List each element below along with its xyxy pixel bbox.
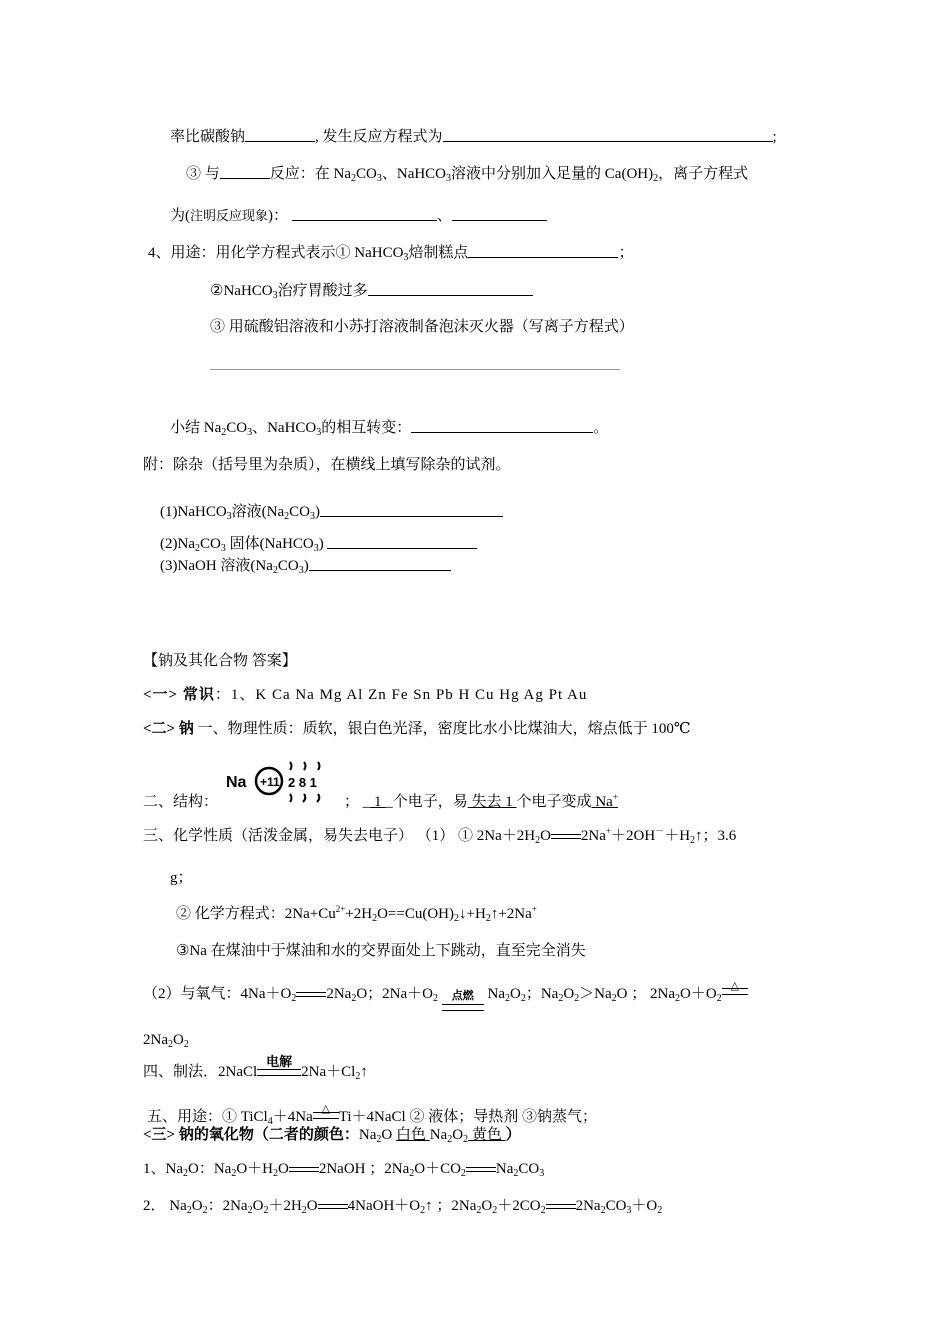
text: ；Na xyxy=(525,986,559,1002)
text: Na xyxy=(483,986,505,1002)
text: ； xyxy=(344,794,360,810)
text: 率比碳酸钠 xyxy=(170,129,246,145)
text: 2． Na xyxy=(143,1198,187,1214)
nucleus-charge: +11 xyxy=(260,775,280,789)
subscript: 2 xyxy=(653,173,659,184)
q4-line-2 xyxy=(210,280,533,301)
text: ＋2OH xyxy=(611,828,656,844)
subscript: 2 xyxy=(657,1205,663,1216)
text: CO xyxy=(289,504,310,520)
subscript: 2 xyxy=(558,993,564,1004)
subscript: 3 xyxy=(298,565,304,576)
subscript: 2 xyxy=(675,993,680,1004)
answer-blank[interactable] xyxy=(368,280,533,296)
summary-line xyxy=(170,417,608,438)
text: 注明反应现象 xyxy=(190,208,269,223)
subscript: 2 xyxy=(460,1168,466,1179)
condition-label: 点燃 xyxy=(451,990,474,1002)
text: 4NaOH＋O xyxy=(347,1198,421,1214)
subscript: 2 xyxy=(504,993,510,1004)
text: ③ 与 xyxy=(186,166,220,182)
text: ＋O xyxy=(631,1198,658,1214)
text: +2H xyxy=(345,906,373,922)
equals-bars xyxy=(257,1069,301,1076)
na2o2-line xyxy=(143,1196,662,1216)
text: <三> 钠的氧化物（二者的颜色： xyxy=(143,1127,359,1143)
impurity-3 xyxy=(160,555,451,576)
kero-line xyxy=(176,941,586,961)
answer-text: 黄色 xyxy=(468,1127,506,1143)
text: 、 xyxy=(436,208,452,224)
subscript: 2 xyxy=(351,173,357,184)
text: CO xyxy=(605,1198,627,1214)
text: O xyxy=(173,1032,184,1048)
answer-s3 xyxy=(143,1125,521,1145)
superscript: + xyxy=(531,904,537,914)
subscript: 2 xyxy=(454,913,460,924)
text: O xyxy=(540,828,551,844)
text: 、NaHCO xyxy=(252,420,317,436)
text: ) xyxy=(315,504,320,520)
superscript: + xyxy=(605,826,611,836)
na2o-line xyxy=(143,1159,544,1179)
text: )： xyxy=(268,208,289,224)
subscript: 3 xyxy=(310,511,315,522)
text: ↓+H xyxy=(459,906,486,922)
subscript: 2 xyxy=(376,1134,382,1145)
answer-blank[interactable] xyxy=(309,555,451,571)
text: CO xyxy=(277,558,299,574)
text: 一、物理性质：质软，银白色光泽，密度比水小比煤油大，熔点低于 100℃ xyxy=(193,721,691,737)
text: CO xyxy=(226,420,248,436)
answer-text: 1 xyxy=(370,794,386,810)
subscript: 2 xyxy=(186,1205,192,1216)
text: O xyxy=(452,1127,464,1143)
subscript: 2 xyxy=(372,913,378,924)
subscript: 2 xyxy=(492,1205,498,1216)
text: O xyxy=(381,1127,396,1143)
subscript: 2 xyxy=(476,1205,482,1216)
text: 2Na xyxy=(580,828,606,844)
answer-s1 xyxy=(143,685,587,705)
subscript: 2 xyxy=(611,993,617,1004)
answer-blank[interactable] xyxy=(468,242,618,258)
text: Na xyxy=(495,1161,514,1177)
answer-blank[interactable] xyxy=(327,533,477,549)
impurity-2 xyxy=(160,533,477,554)
text: O xyxy=(278,1161,289,1177)
subscript: 2 xyxy=(540,1205,546,1216)
text: ② 化学方程式：2Na+Cu xyxy=(176,906,336,922)
text: ②NaHCO xyxy=(210,283,273,299)
text: 、NaHCO xyxy=(381,166,447,182)
equals-sign xyxy=(318,1201,348,1213)
text: ； xyxy=(618,245,634,261)
text: Na xyxy=(591,794,613,810)
q4-line-1 xyxy=(148,242,633,263)
atom-symbol: Na xyxy=(226,774,247,791)
answer-s2 xyxy=(143,719,691,739)
text: 个电子，易 xyxy=(392,794,468,810)
text: 固体(NaHCO xyxy=(225,536,314,552)
text: ; xyxy=(772,129,777,145)
text: O xyxy=(306,1198,318,1214)
text: 二、结构： xyxy=(143,794,219,810)
text: g； xyxy=(170,870,193,886)
text: ③ 用硫酸铝溶液和小苏打溶液制备泡沫灭火器（写离子方程式） xyxy=(210,319,634,335)
heat-symbol: △ xyxy=(730,980,739,992)
subscript: 2 xyxy=(447,1134,453,1145)
text: ：2Na xyxy=(207,1198,248,1214)
equals-sign xyxy=(466,1164,496,1176)
subscript: 2 xyxy=(221,427,227,438)
oxygen-line xyxy=(143,982,748,1004)
text: ↑；3.6 xyxy=(695,828,737,844)
text: ＋2CO xyxy=(497,1198,541,1214)
impurity-1 xyxy=(160,501,503,522)
answer-blank[interactable] xyxy=(411,417,593,433)
subscript: 3 xyxy=(272,290,278,301)
text: , 发生反应方程式为 xyxy=(315,129,443,145)
equals-sign xyxy=(546,1201,576,1213)
superscript: 2+ xyxy=(335,904,346,914)
text: ＋2H xyxy=(268,1198,302,1214)
answer-text: 失去 1 xyxy=(467,794,517,810)
equals-sign xyxy=(551,831,581,843)
answer-blank[interactable] xyxy=(443,126,773,142)
subscript: 3 xyxy=(220,543,226,554)
text: ：1、K Ca Na Mg Al Zn Fe Sn Pb H Cu Hg Ag Pt Au xyxy=(214,687,588,703)
text: O xyxy=(252,1198,264,1214)
subscript: 2 xyxy=(409,1168,415,1179)
subscript: 3 xyxy=(313,543,319,554)
text: 2Na＋Cl xyxy=(301,1064,356,1080)
equals-bars xyxy=(722,988,748,995)
text: 2Na xyxy=(143,1032,168,1048)
equals-sign xyxy=(289,1164,319,1176)
subscript: 2 xyxy=(284,511,290,522)
text: 个电子变成 xyxy=(516,794,592,810)
heat-symbol: △ xyxy=(321,1103,330,1115)
subscript: 2 xyxy=(301,1205,307,1216)
subscript: 2 xyxy=(535,835,541,846)
subscript: 3 xyxy=(376,173,382,184)
text: CO xyxy=(356,166,377,182)
text: ＋4Na xyxy=(272,1109,313,1125)
text: 2Na xyxy=(326,986,352,1002)
text: ） xyxy=(505,1127,521,1143)
subscript: 2 xyxy=(351,993,357,1004)
text: 【钠及其化合物 答案】 xyxy=(143,653,297,669)
text: ) xyxy=(303,558,309,574)
text: (2)Na xyxy=(160,536,195,552)
text: (3)NaOH 溶液(Na xyxy=(160,558,273,574)
text: O；2Na＋O xyxy=(356,986,433,1002)
q3-line-3 xyxy=(170,205,547,226)
text: Na xyxy=(358,1127,377,1143)
subscript: 3 xyxy=(403,252,409,263)
subscript: 2 xyxy=(432,993,438,1004)
use-line xyxy=(147,1105,597,1127)
superscript: + xyxy=(612,792,618,802)
text: O ； 2Na xyxy=(616,986,675,1002)
text: 四、制法．2NaCl xyxy=(143,1064,258,1080)
text: O xyxy=(191,1198,203,1214)
subscript: 3 xyxy=(446,173,452,184)
text: 溶液(Na xyxy=(231,504,285,520)
answer-blank[interactable] xyxy=(452,205,547,221)
subscript: 2 xyxy=(272,565,278,576)
subscript: 2 xyxy=(463,1134,469,1145)
struct-line xyxy=(143,792,218,812)
text: 焙制糕点 xyxy=(408,245,469,261)
text: Ti＋4NaCl ② 液体；导热剂 ③钠蒸气； xyxy=(338,1109,597,1125)
text: ↑ xyxy=(360,1064,368,1080)
text: ＞Na xyxy=(579,986,612,1002)
oxygen-line-cont xyxy=(143,1030,189,1050)
subscript: 3 xyxy=(247,427,253,438)
answer-blank[interactable] xyxy=(292,205,437,221)
text: O xyxy=(481,1198,493,1214)
text: (1)NaHCO xyxy=(160,504,227,520)
subscript: 2 xyxy=(263,1205,269,1216)
text: CO xyxy=(199,536,221,552)
text: <二> 钠 xyxy=(143,721,194,737)
shell-arcs-top xyxy=(290,762,320,770)
text: 溶液中分别加入足量的 Ca(OH) xyxy=(451,166,654,182)
answers-title xyxy=(143,651,297,671)
text: 三、化学性质（活泼金属，易失去电子） （1） ① 2Na＋2H xyxy=(143,828,536,844)
equals-bars xyxy=(313,1112,339,1119)
prep-line xyxy=(143,1054,368,1082)
text: ↑ ；2Na xyxy=(425,1198,477,1214)
text: 的相互转变： xyxy=(321,420,412,436)
subscript: 2 xyxy=(485,913,491,924)
superscript: － xyxy=(655,826,665,836)
text: 治疗胃酸过多 xyxy=(277,283,368,299)
subscript: 2 xyxy=(600,1205,606,1216)
answer-blank[interactable] xyxy=(320,501,503,517)
subscript: 2 xyxy=(247,1205,253,1216)
subscript: 2 xyxy=(168,1039,173,1050)
equals-bars xyxy=(442,1004,484,1011)
text: CO xyxy=(518,1161,540,1177)
subscript: 3 xyxy=(226,511,232,522)
chem-line-cont xyxy=(170,868,193,888)
answer-blank[interactable] xyxy=(220,163,270,179)
text: 。 xyxy=(593,420,609,436)
heat-condition xyxy=(313,1105,339,1125)
subscript: 2 xyxy=(716,993,722,1004)
subscript: 2 xyxy=(513,1168,519,1179)
subscript: 2 xyxy=(690,835,696,846)
subscript: 2 xyxy=(231,1168,237,1179)
text: ＋H xyxy=(664,828,691,844)
subscript: 2 xyxy=(273,1168,278,1179)
chem-line xyxy=(143,826,736,846)
text: O xyxy=(563,986,575,1002)
subscript: 3 xyxy=(626,1205,632,1216)
subscript: 2 xyxy=(183,1168,188,1179)
text: O xyxy=(509,986,521,1002)
q4-line-3 xyxy=(210,317,634,337)
answer-line[interactable] xyxy=(210,369,620,370)
subscript: 2 xyxy=(574,993,580,1004)
q3-line-2 xyxy=(186,163,748,184)
attach-line xyxy=(143,455,511,475)
text: ↑+2Na xyxy=(490,906,532,922)
text: O＋CO xyxy=(414,1161,461,1177)
condition-label: 电解 xyxy=(266,1054,293,1069)
subscript: 4 xyxy=(267,1116,273,1127)
electrolysis-condition xyxy=(257,1054,301,1080)
text: 反应：在 Na xyxy=(269,166,352,182)
text: ) xyxy=(318,536,324,552)
answer-text xyxy=(592,794,618,810)
text: ，离子方程式 xyxy=(658,166,749,182)
text: （2）与氧气：4Na＋O xyxy=(143,986,292,1002)
text: 五、用途：① TiCl xyxy=(147,1109,268,1125)
text: O＋O xyxy=(680,986,717,1002)
subscript: 2 xyxy=(355,1071,361,1082)
text: 2NaOH ；2Na xyxy=(318,1161,410,1177)
struct-line-2: ； _ 1 _个电子，易 失去 1 个电子变成 Na+ xyxy=(344,792,618,810)
text: 2Na xyxy=(575,1198,601,1214)
text: O＋H xyxy=(236,1161,273,1177)
text: O：Na xyxy=(188,1161,232,1177)
subscript: 2 xyxy=(202,1205,208,1216)
answer-blank[interactable] xyxy=(245,126,315,142)
text: 1、Na xyxy=(143,1161,183,1177)
text: 小结 Na xyxy=(170,420,222,436)
heat-condition xyxy=(722,982,748,1002)
subscript: 2 xyxy=(183,1039,189,1050)
ignite-condition xyxy=(442,982,484,1002)
subscript: 3 xyxy=(316,427,322,438)
cu-line xyxy=(176,904,537,924)
answer-text: 白色 xyxy=(395,1127,430,1143)
q3-line-1 xyxy=(170,126,777,147)
shell-arcs-bottom xyxy=(290,794,319,802)
text: 附：除杂（括号里为杂质），在横线上填写除杂的试剂。 xyxy=(143,457,511,473)
subscript: 3 xyxy=(539,1168,545,1179)
subscript: 2 xyxy=(291,993,297,1004)
equals-sign xyxy=(296,989,326,1001)
subscript: 2 xyxy=(520,993,526,1004)
subscript: 2 xyxy=(420,1205,426,1216)
subscript: 2 xyxy=(194,543,200,554)
text: <一> 常识 xyxy=(143,687,215,703)
text: 4、用途：用化学方程式表示① NaHCO xyxy=(148,245,404,261)
shell-electrons: 2 8 1 xyxy=(288,775,317,790)
text: Na xyxy=(429,1127,448,1143)
atom-structure-svg xyxy=(224,752,336,810)
atom-structure-diagram xyxy=(224,752,336,810)
text: 为( xyxy=(170,208,190,224)
text: ③Na 在煤油中于煤油和水的交界面处上下跳动，直至完全消失 xyxy=(176,943,586,959)
text: O==Cu(OH) xyxy=(377,906,455,922)
